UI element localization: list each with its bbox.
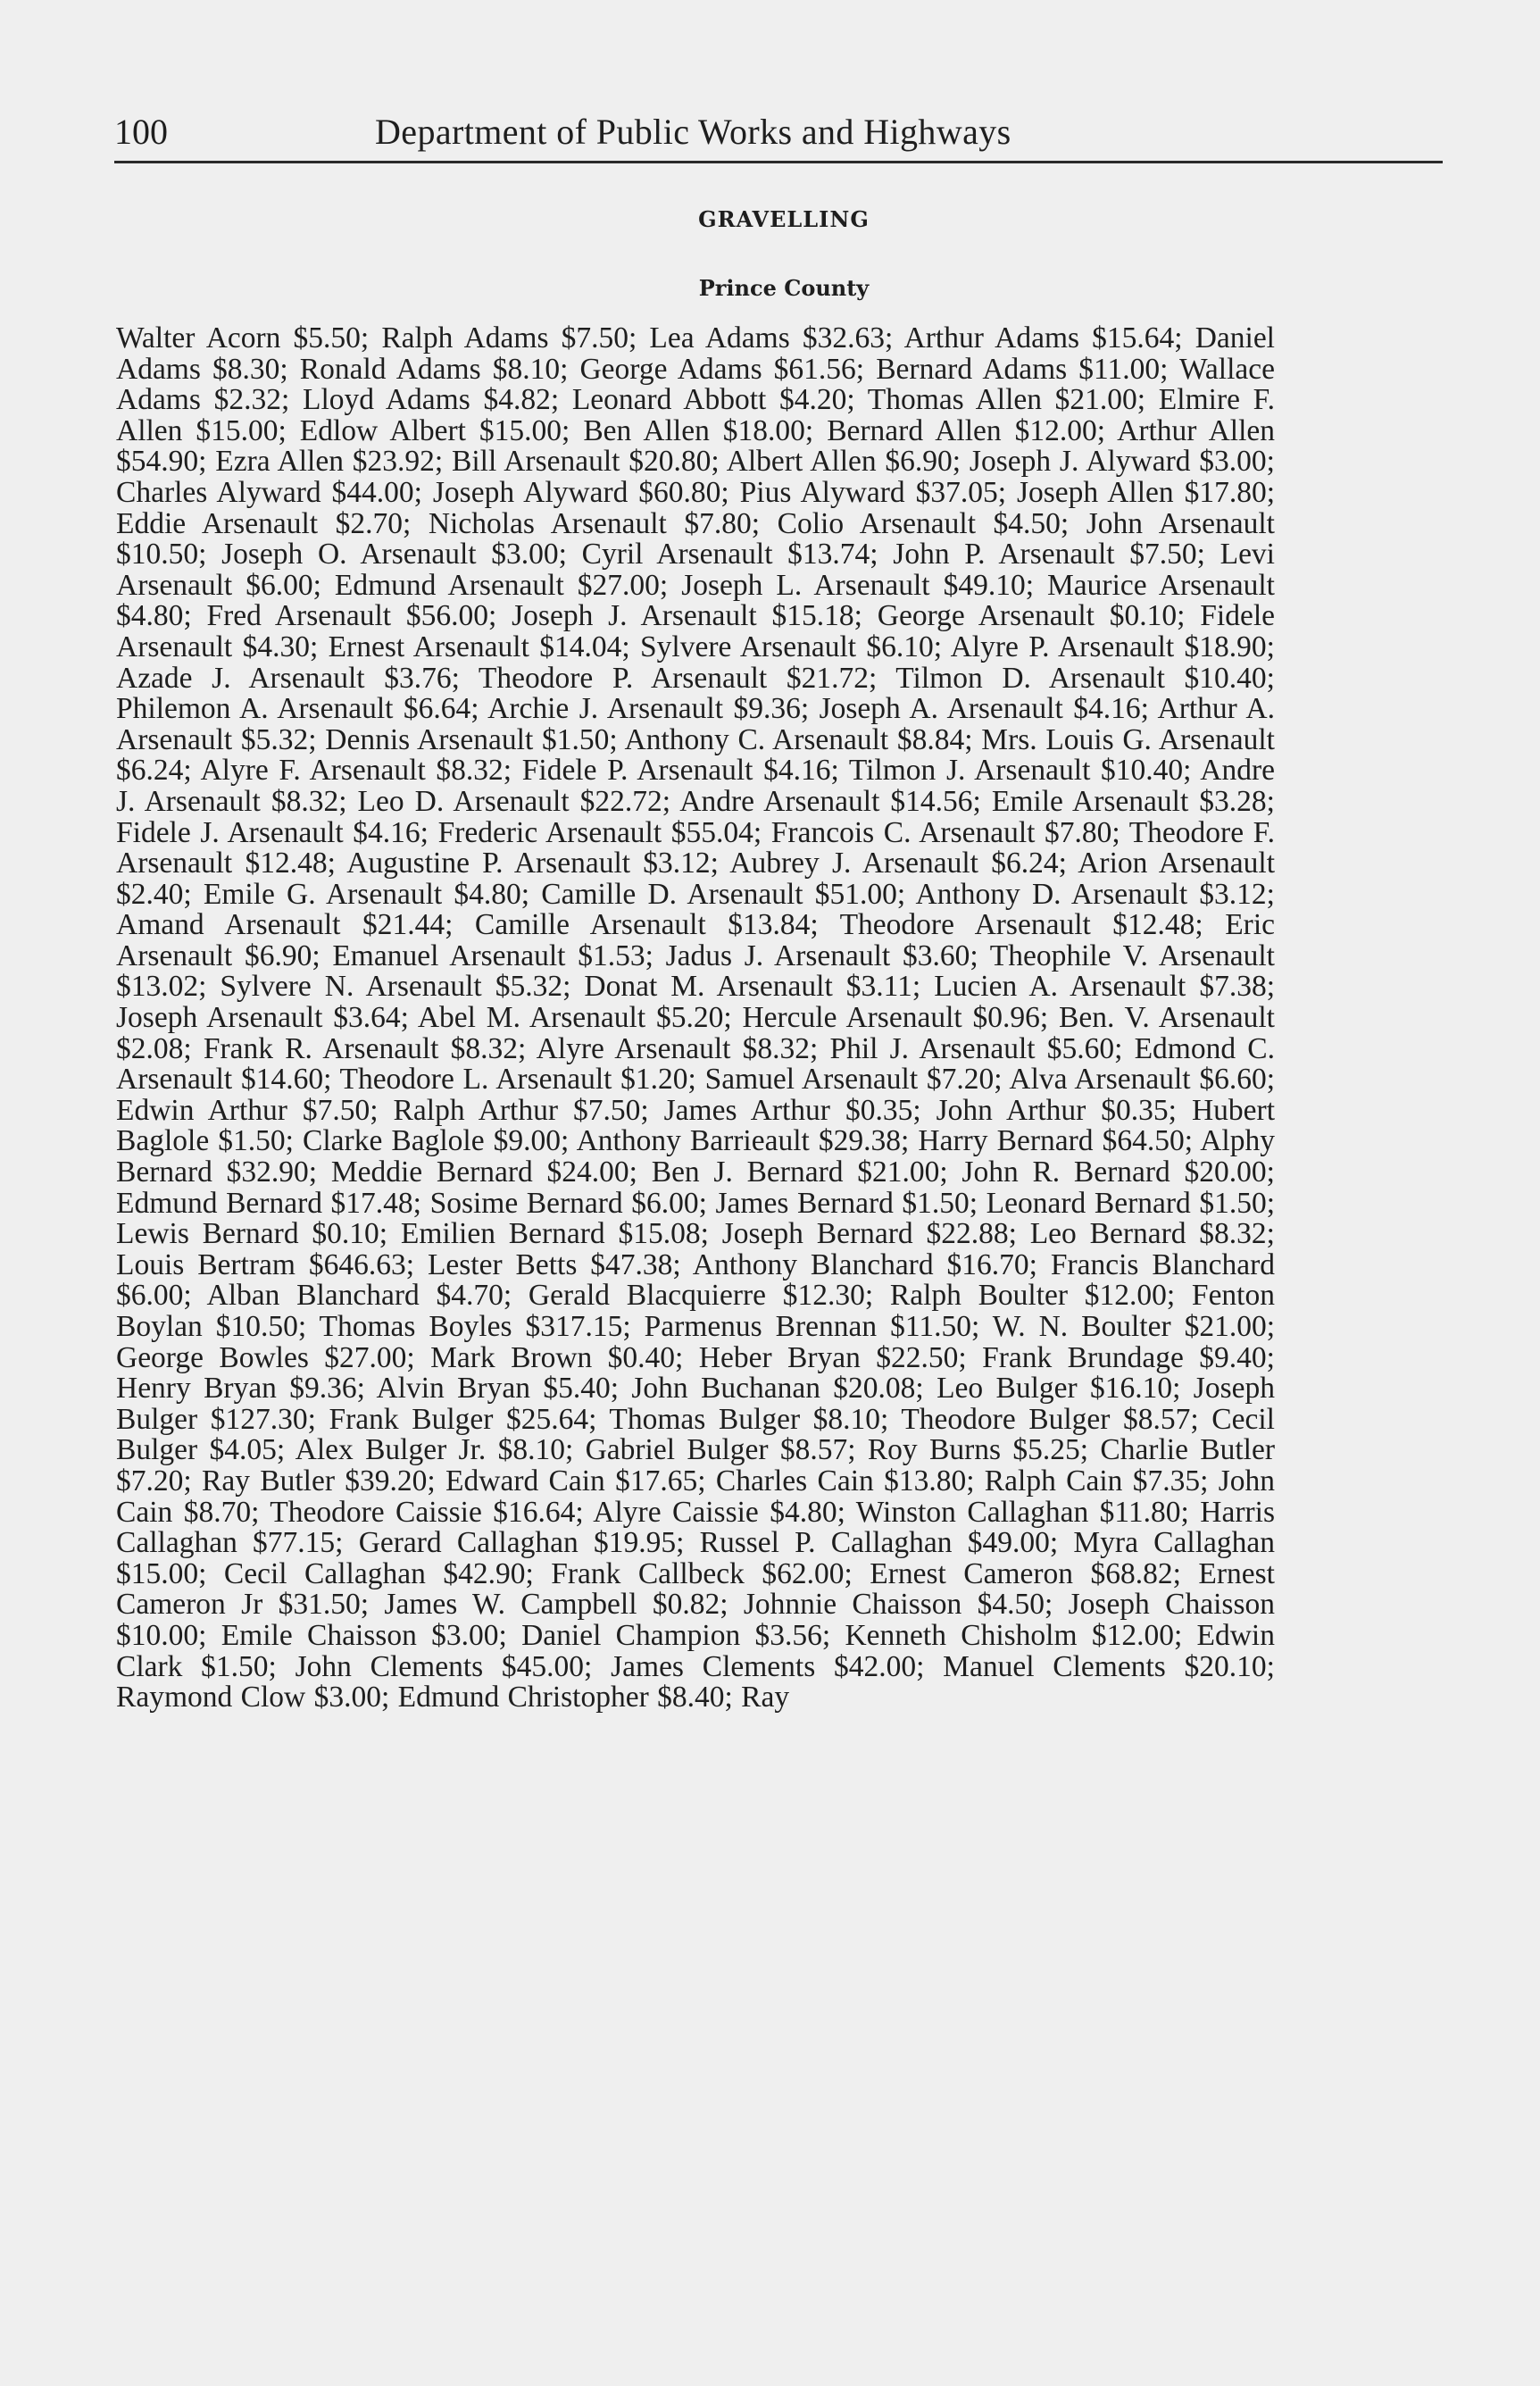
section-subtitle: Prince County — [698, 275, 870, 301]
page-number: 100 — [114, 112, 168, 152]
running-title: Department of Public Works and Highways — [375, 112, 1011, 152]
payment-list-paragraph: Walter Acorn $5.50; Ralph Adams $7.50; Lea Adams $32.63; Arthur Adams $15.64; Daniel Adams $8.30; Ronald Adams $8.10; George Adams $61.56; Bernard Adams $11.00; Wallace Adams $2.32; Lloyd Adams $4.82; Leonard Abbott $4.20; Thomas Allen $21.00; Elmire F. Allen $15.00; Edlow Albert $15.00; Ben Allen $18.00; Bernard Allen $12.00; Arthur Allen $54.90; Ezra Allen $23.92; Bill Arsenault $20.80; Albert Allen $6.90; Joseph J. Alyward $3.00; Charles Alyward $44.00; Joseph Alyward $60.80; Pius Alyward $37.05; Joseph Allen $17.80; Eddie Arsenault $2.70; Nicholas Arsenault $7.80; Colio Arsenault $4.50; John Arsenault $10.50; Joseph O. Arsenault $3.00; Cyril Arsenault $13.74; John P. Arsenault $7.50; Levi Arsenault $6.00; Edmund Arsenault $27.00; Joseph L. Arsenault $49.10; Maurice Arsenault $4.80; Fred Arsenault $56.00; Joseph J. Arsenault $15.18; George Arsenault $0.10; Fidele Arsenault $4.30; Ernest Arsenault $14.04; Sylvere Arsenault $6.10; Alyre P. Arsenault $18.90; Azade J. Arsenault $3.76; Theodore P. Arsenault $21.72; Tilmon D. Arsenault $10.40; Philemon A. Arsenault $6.64; Archie J. Arsenault $9.36; Joseph A. Arsenault $4.16; Arthur A. Arsenault $5.32; Dennis Arsenault $1.50; Anthony C. Arsenault $8.84; Mrs. Louis G. Arsenault $6.24; Alyre F. Arsenault $8.32; Fidele P. Arsenault $4.16; Tilmon J. Arsenault $10.40; Andre J. Arsenault $8.32; Leo D. Arsenault $22.72; Andre Arsenault $14.56; Emile Arsenault $3.28; Fidele J. Arsenault $4.16; Frederic Arsenault $55.04; Francois C. Arsenault $7.80; Theodore F. Arsenault $12.48; Augustine P. Arsenault $3.12; Aubrey J. Arsenault $6.24; Arion Arsenault $2.40; Emile G. Arsenault $4.80; Camille D. Arsenault $51.00; Anthony D. Arsenault $3.12; Amand Arsenault $21.44; Camille Arsenault $13.84; Theodore Arsenault $12.48; Eric Arsenault $6.90; Emanuel Arsenault $1.53; Jadus J. Arsenault $3.60; Theophile V. Arsenault $13.02; Sylvere N. Arsenault $5.32; Donat M. Arsenault $3.11; Lucien A. Arsenault $7.38; Joseph Arsenault $3.64; Abel M. Arsenault $5.20; Hercule Arsenault $0.96; Ben. V. Arsenault $2.08; Frank R. Arsenault $8.32; Alyre Arsenault $8.32; Phil J. Arsenault $5.60; Edmond C. Arsenault $14.60; Theodore L. Arsenault $1.20; Samuel Arsenault $7.20; Alva Arsenault $6.60; Edwin Arthur $7.50; Ralph Arthur $7.50; James Arthur $0.35; John Arthur $0.35; Hubert Baglole $1.50; Clarke Baglole $9.00; Anthony Barrieault $29.38; Harry Bernard $64.50; Alphy Bernard $32.90; Meddie Bernard $24.00; Ben J. Bernard $21.00; John R. Bernard $20.00; Edmund Bernard $17.48; Sosime Bernard $6.00; James Bernard $1.50; Leonard Bernard $1.50; Lewis Bernard $0.10; Emilien Bernard $15.08; Joseph Bernard $22.88; Leo Bernard $8.32; Louis Bertram $646.63; Lester Betts $47.38; Anthony Blanchard $16.70; Francis Blanchard $6.00; Alban Blanchard $4.70; Gerald Blacquierre $12.30; Ralph Boulter $12.00; Fenton Boylan $10.50; Thomas Boyles $317.15; Parmenus Brennan $11.50; W. N. Boulter $21.00; George Bowles $27.00; Mark Brown $0.40; Heber Bryan $22.50; Frank Brundage $9.40; Henry Bryan $9.36; Alvin Bryan $5.40; John Buchanan $20.08; Leo Bulger $16.10; Joseph Bulger $127.30; Frank Bulger $25.64; Thomas Bulger $8.10; Theodore Bulger $8.57; Cecil Bulger $4.05; Alex Bulger Jr. $8.10; Gabriel Bulger $8.57; Roy Burns $5.25; Charlie Butler $7.20; Ray Butler $39.20; Edward Cain $17.65; Charles Cain $13.80; Ralph Cain $7.35; John Cain $8.70; Theodore Caissie $16.64; Alyre Caissie $4.80; Winston Callaghan $11.80; Harris Callaghan $77.15; Gerard Callaghan $19.95; Russel P. Callaghan $49.00; Myra Callaghan $15.00; Cecil Callaghan $42.90; Frank Callbeck $62.00; Ernest Cameron $68.82; Ernest Cameron Jr $31.50; James W. Campbell $0.82; Johnnie Chaisson $4.50; Joseph Chaisson $10.00; Emile Chaisson $3.00; Daniel Champion $3.56; Kenneth Chisholm $12.00; Edwin Clark $1.50; John Clements $45.00; James Clements $42.00; Manuel Clements $20.10; Raymond Clow $3.00; Edmund Christopher $8.40; Ray — [116, 321, 1275, 1714]
header-rule — [114, 161, 1443, 163]
running-head — [114, 105, 1186, 159]
section-title: GRAVELLING — [698, 206, 870, 232]
